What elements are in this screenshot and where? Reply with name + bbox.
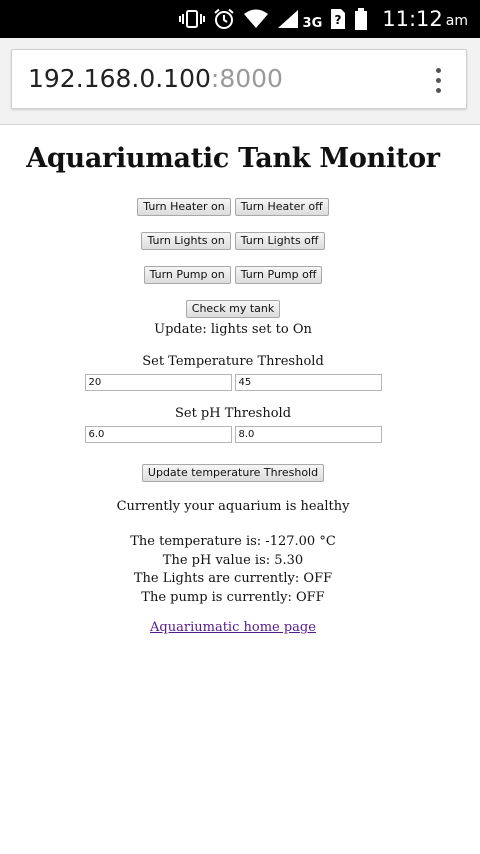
- lights-off-button[interactable]: Turn Lights off: [235, 232, 325, 250]
- status-icons: [179, 0, 480, 38]
- battery-icon: [354, 8, 368, 30]
- sim-question-icon: [330, 8, 346, 30]
- update-threshold-controls: [0, 464, 466, 484]
- svg-text:?: ?: [334, 13, 342, 27]
- heater-controls: [0, 198, 466, 218]
- browser-toolbar: [0, 38, 480, 125]
- check-tank-button[interactable]: Check my tank: [186, 300, 280, 318]
- pump-on-button[interactable]: Turn Pump on: [144, 266, 231, 284]
- clock-ampm: am: [445, 13, 468, 29]
- url-host: 192.168.0.100: [28, 64, 211, 93]
- ph-threshold-inputs: [0, 426, 466, 443]
- page-content: [0, 125, 466, 635]
- update-threshold-button[interactable]: Update temperature Threshold: [142, 464, 324, 482]
- heater-on-button[interactable]: Turn Heater on: [137, 198, 230, 216]
- vibrate-icon: [179, 9, 205, 29]
- health-status: Currently your aquarium is healthy: [116, 499, 350, 514]
- wifi-icon: [243, 9, 269, 29]
- temperature-threshold-inputs: [0, 374, 466, 391]
- page-title: Aquariumatic Tank Monitor: [26, 143, 440, 174]
- alarm-icon: [213, 8, 235, 30]
- url-port: :8000: [210, 64, 283, 93]
- readings: [0, 533, 466, 607]
- temperature-min-input[interactable]: [85, 374, 232, 391]
- url-bar[interactable]: [11, 49, 467, 109]
- home-page-link[interactable]: Aquariumatic home page: [150, 620, 316, 636]
- pump-reading: The pump is currently: OFF: [141, 589, 325, 605]
- url-text[interactable]: [28, 64, 283, 93]
- lights-controls: [0, 232, 466, 252]
- signal-icon: [277, 9, 299, 29]
- overflow-menu-icon[interactable]: [424, 66, 452, 94]
- update-message: Update: lights set to On: [154, 322, 312, 337]
- status-bar: [0, 0, 480, 38]
- ph-max-input[interactable]: [235, 426, 382, 443]
- lights-on-button[interactable]: Turn Lights on: [141, 232, 230, 250]
- check-controls: [0, 300, 466, 320]
- temperature-max-input[interactable]: [235, 374, 382, 391]
- temperature-reading: The temperature is: -127.00 °C: [130, 534, 336, 549]
- network-type-label: 3G: [302, 15, 323, 31]
- ph-reading: The pH value is: 5.30: [162, 552, 304, 568]
- lights-reading: The Lights are currently: OFF: [133, 571, 333, 587]
- heater-off-button[interactable]: Turn Heater off: [235, 198, 329, 216]
- pump-off-button[interactable]: Turn Pump off: [235, 266, 323, 284]
- ph-min-input[interactable]: [85, 426, 232, 443]
- pump-controls: [0, 266, 466, 286]
- ph-threshold-label: Set pH Threshold: [174, 406, 292, 421]
- clock-time: 11:12: [382, 7, 443, 31]
- temperature-threshold-label: Set Temperature Threshold: [142, 354, 324, 369]
